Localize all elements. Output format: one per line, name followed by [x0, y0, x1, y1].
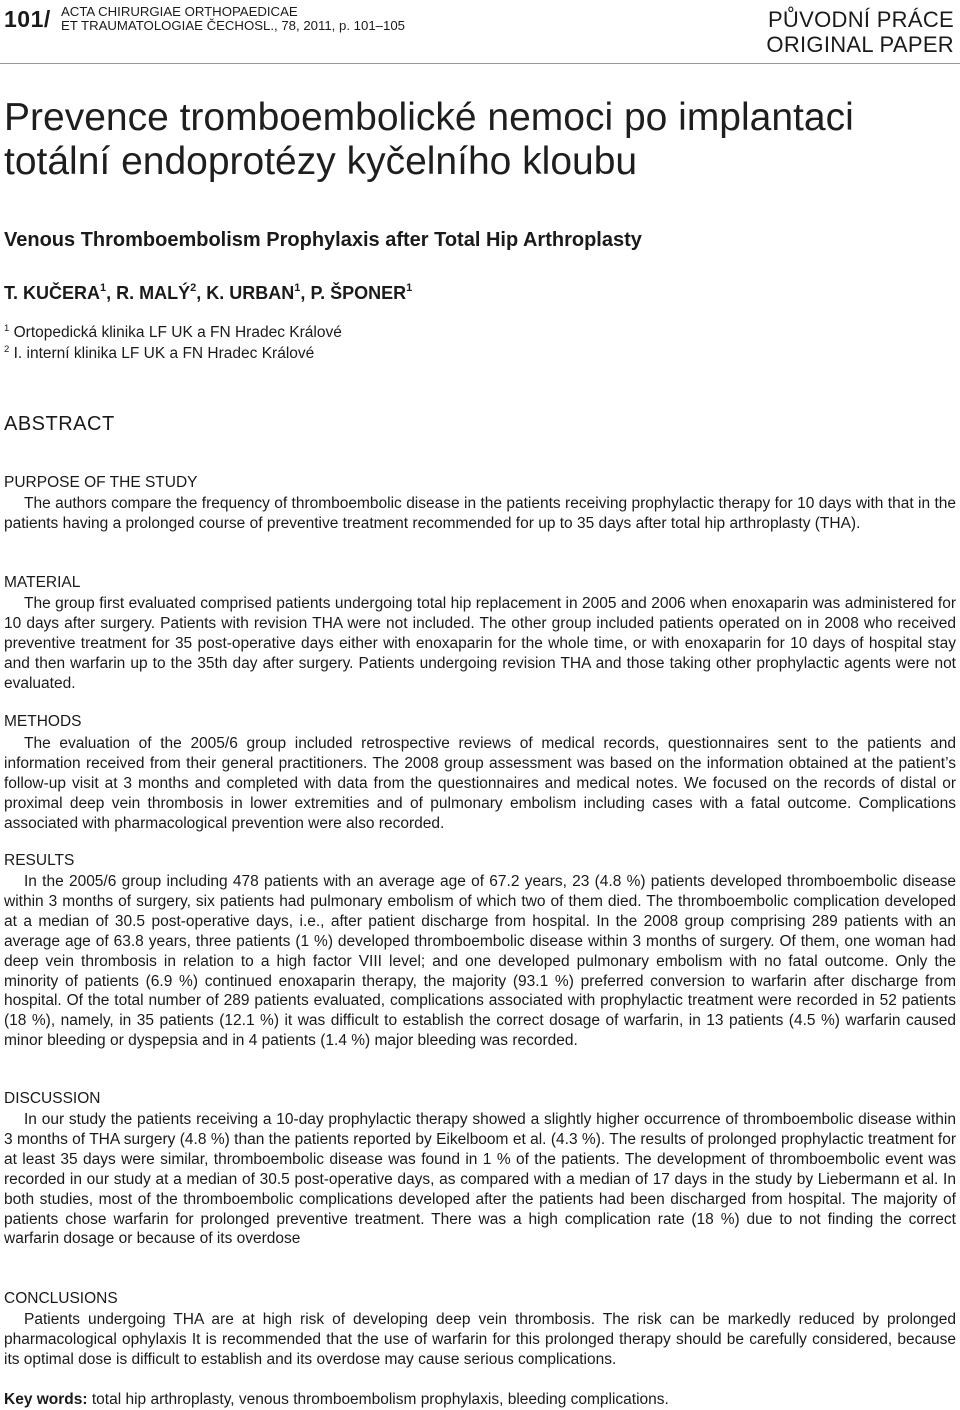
keywords-text: total hip arthroplasty, venous thromboembolism prophylaxis, bleeding complications.: [91, 1391, 669, 1408]
author-name: R. MALÝ: [116, 283, 191, 303]
affiliation-text: I. interní klinika LF UK a FN Hradec Králové: [13, 345, 315, 363]
author-name: T. KUČERA: [4, 283, 101, 303]
results-text: In the 2005/6 group including 478 patients with an average age of 67.2 years, 23 (4.8 %) patients developed thromboembolic disease within 3 months of surgery, six patients had pulmonary embolism of which two of them died. The thromboembolic complication developed at a median of 30.5 post-operative days, i.e., after patient discharge from hospital. In the 2008 group comprising 289 patients with an average age of 63.8 years, three patients (1 %) developed thromboembolic disease within 3 months of surgery. Of them, one woman had deep vein thrombosis in relation to a high factor VIII level; and one developed pulmonary embolism with no fatal outcome. Only the minority of patients (6.9 %) continued enoxaparin therapy, the majority (93.1 %) preferred conversion to warfarin after discharge from hospital. Of the total number of 289 patients evaluated, complications associated with prophylactic treatment were recorded in 52 patients (18 %), namely, in 35 patients (12.1 %) it was difficult to establish the correct dosage of warfarin, in 13 patients (4.5 %) warfarin caused minor bleeding or dyspepsia and in 4 patients (1.4 %) major bleeding was recorded.: [4, 873, 956, 1050]
discussion-text: In our study the patients receiving a 10-day prophylactic therapy showed a slightly higher occurrence of thromboembolic disease within 3 months of THA surgery (4.8 %) than the patients reported by Eikelboom et al. (4.3 %). The results of prolonged prophylactic treatment for at least 35 days were similar, thromboembolic disease was found in 1 % of the patients. The development of thromboembolic event was recorded in our study at a median of 30.5 post-operative days, as compared with a median of 17 days in the study by Liebermann et al. In both studies, most of the thromboembolic complications developed after the patients had been discharged from hospital. The majority of patients chose warfarin for prolonged preventive treatment. There was a high complication rate (18 %) due to not finding the correct warfarin dosage or because of its overdose: [4, 1111, 956, 1248]
article-title-english: Venous Thromboembolism Prophylaxis after Total Hip Arthroplasty: [4, 229, 642, 251]
author-affiliation-mark: 1: [100, 282, 107, 294]
article-title-czech: Prevence tromboembolické nemoci po implantaci totální endoprotézy kyčelního kloubu: [4, 96, 854, 183]
author-affiliation-mark: 1: [294, 282, 301, 294]
conclusions-heading: CONCLUSIONS: [4, 1290, 118, 1307]
keywords-label: Key words:: [4, 1391, 88, 1408]
purpose-heading: PURPOSE OF THE STUDY: [4, 474, 198, 491]
author-name: K. URBAN: [206, 283, 295, 303]
header-divider: [0, 63, 960, 64]
author-list: T. KUČERA$^1$, R. MALÝ$^2$, K. URBAN$^1$, P. ŠPONER$^1$: [4, 282, 413, 303]
affiliation: [4, 344, 314, 363]
author-affiliation-mark: 2: [190, 282, 197, 294]
journal-citation: [61, 5, 405, 33]
affiliation-text: Ortopedická klinika LF UK a FN Hradec Králové: [13, 324, 342, 342]
author-name: P. ŠPONER: [310, 283, 407, 303]
journal-name-line-1: ACTA CHIRURGIAE ORTHOPAEDICAE: [61, 4, 298, 19]
material-text: The group first evaluated comprised patients undergoing total hip replacement in 2005 and 2006 when enoxaparin was administered for 10 days after surgery. Patients with revision THA were not included. The other group included patients operated on in 2008 who received preventive treatment for 35 post-operative days either with enoxaparin for the whole time, or with enoxaparin for 10 days of hospital stay and then warfarin up to the 35th day after surgery. Patients undergoing revision THA and those taking other prophylactic agents were not evaluated.: [4, 595, 956, 692]
keywords: [4, 1391, 669, 1409]
purpose-text: The authors compare the frequency of thromboembolic disease in the patients receiving prophylactic therapy for 10 days with that in the patients having a prolonged course of preventive treatment recommended for up to 35 days after total hip arthroplasty (THA).: [4, 495, 956, 532]
methods-heading: METHODS: [4, 713, 82, 730]
journal-name-line-2: ET TRAUMATOLOGIAE ČECHOSL., 78, 2011, p. 101–105: [61, 18, 406, 33]
author-affiliation-mark: 1: [406, 282, 413, 294]
article-type-cs: PŮVODNÍ PRÁCE: [767, 7, 954, 32]
discussion-heading: DISCUSSION: [4, 1090, 101, 1107]
page-header: [0, 0, 960, 60]
conclusions-text: Patients undergoing THA are at high risk of developing deep vein thrombosis. The risk can be markedly reduced by prolonged pharmacological ophylaxis It is recommended that the use of warfarin for this prolonged therapy should be carefully considered, because its optimal dose is difficult to establish and its overdose may cause serious complications.: [4, 1311, 956, 1368]
material-heading: MATERIAL: [4, 574, 81, 591]
page-number: 101/: [4, 6, 51, 32]
article-type: [766, 7, 954, 57]
affiliation-number: 1: [4, 323, 10, 334]
affiliation: [4, 323, 342, 342]
affiliation-number: 2: [4, 344, 10, 355]
abstract-heading: ABSTRACT: [4, 413, 115, 435]
methods-text: The evaluation of the 2005/6 group included retrospective reviews of medical records, questionnaires sent to the patients and information received from their general practitioners. The 2008 group assessment was based on the information obtained at the patient’s follow-up visit at 3 months and completed with data from the questionnaires and medical notes. We focused on the records of distal or proximal deep vein thrombosis in lower extremities and of pulmonary embolism including cases with a fatal outcome. Complications associated with pharmacological prevention were also recorded.: [4, 735, 956, 832]
article-type-en: ORIGINAL PAPER: [766, 32, 954, 57]
results-heading: RESULTS: [4, 852, 75, 869]
